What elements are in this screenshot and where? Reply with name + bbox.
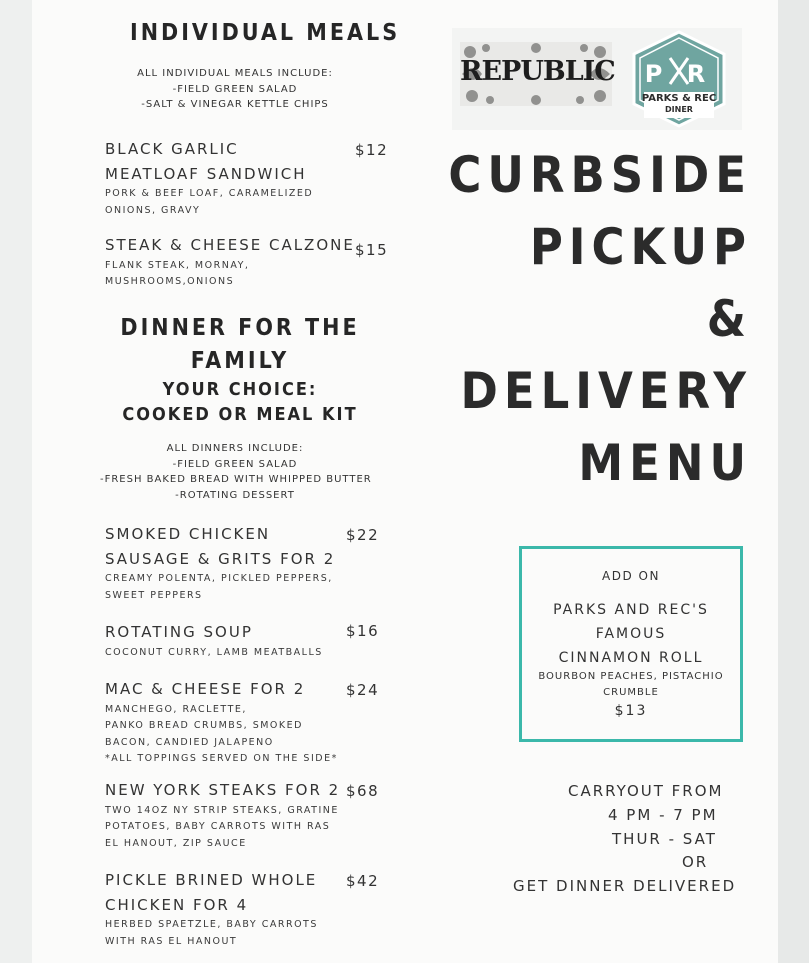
addon-description: [522, 669, 740, 701]
carryout-line: THUR - SAT: [612, 829, 717, 848]
addon-title-line: FAMOUS: [595, 626, 667, 642]
addon-desc-line: CRUMBLE: [603, 687, 659, 698]
page-margin: [778, 0, 809, 963]
item-description: MANCHEGO, RACLETTE,: [105, 703, 247, 715]
carryout-info: [490, 780, 737, 899]
headline-line: MENU: [578, 434, 752, 492]
item-description: HERBED SPAETZLE, BABY CARROTS: [105, 919, 318, 930]
pxr-sub: DINER: [665, 105, 693, 114]
item-description: FLANK STEAK, MORNAY,: [105, 259, 250, 271]
family-title-line: DINNER FOR THE: [120, 315, 360, 341]
item-name: CHICKEN FOR 4: [105, 895, 249, 914]
family-title-line: FAMILY: [190, 348, 290, 374]
include-line: -FRESH BAKED BREAD WITH WHIPPED BUTTER: [100, 474, 372, 485]
item-price: $15: [355, 241, 389, 259]
item-name: MAC & CHEESE FOR 2: [105, 680, 306, 698]
menu-item: [105, 868, 318, 950]
carryout-line: 4 PM - 7 PM: [608, 805, 718, 824]
addon-box: [519, 546, 743, 742]
menu-item: [105, 778, 340, 852]
item-name: NEW YORK STEAKS FOR 2: [105, 781, 341, 799]
include-line: ALL DINNERS INCLUDE:: [166, 443, 304, 454]
addon-title: [522, 598, 740, 670]
item-name: ROTATING SOUP: [105, 623, 253, 641]
pxr-name: PARKS & REC: [641, 93, 717, 104]
addon-price: $13: [614, 703, 648, 719]
item-description: WITH RAS EL HANOUT: [105, 935, 238, 947]
item-price: $12: [355, 141, 389, 159]
item-description: BACON, CANDIED JALAPENO: [105, 736, 274, 748]
item-name: SAUSAGE & GRITS FOR 2: [105, 549, 336, 568]
headline: [440, 146, 752, 492]
headline-line: PICKUP: [529, 218, 752, 276]
item-description: SWEET PEPPERS: [105, 589, 203, 601]
item-description: MUSHROOMS,ONIONS: [105, 276, 235, 287]
headline-line: CURBSIDE: [448, 146, 752, 204]
addon-title-line: PARKS AND REC'S: [553, 602, 709, 618]
family-title: [120, 312, 360, 378]
include-line: -FIELD GREEN SALAD: [172, 458, 298, 470]
carryout-line: OR: [682, 853, 709, 872]
include-line: -ROTATING DESSERT: [175, 489, 295, 501]
menu-item: [105, 677, 338, 768]
item-description: ONIONS, GRAVY: [105, 204, 201, 216]
addon-label: ADD ON: [602, 569, 660, 583]
item-description: *ALL TOPPINGS SERVED ON THE SIDE*: [105, 753, 338, 764]
item-price: $42: [346, 872, 380, 890]
item-description: PORK & BEEF LOAF, CARAMELIZED: [105, 188, 314, 199]
individual-includes: [130, 66, 340, 113]
item-description: TWO 14OZ NY STRIP STEAKS, GRATINE: [105, 804, 339, 816]
include-line: -SALT & VINEGAR KETTLE CHIPS: [141, 99, 329, 110]
choice-line: COOKED OR MEAL KIT: [122, 404, 358, 425]
menu-item: [105, 233, 355, 291]
republic-wordmark: REPUBLIC: [460, 56, 615, 87]
family-choice: [120, 377, 360, 427]
item-price: $24: [346, 681, 380, 699]
addon-desc-line: BOURBON PEACHES, PISTACHIO: [538, 671, 724, 682]
headline-line: &: [706, 290, 752, 348]
item-name: MEATLOAF SANDWICH: [105, 164, 307, 183]
item-name: PICKLE BRINED WHOLE: [105, 871, 318, 889]
item-description: COCONUT CURRY, LAMB MEATBALLS: [105, 646, 323, 658]
carryout-line: GET DINNER DELIVERED: [513, 877, 737, 896]
menu-item: [105, 137, 313, 219]
item-name: BLACK GARLIC: [105, 140, 239, 158]
menu-item: [105, 620, 323, 661]
individual-meals-title: INDIVIDUAL MEALS: [130, 20, 401, 46]
pxr-mark: P R: [644, 60, 714, 88]
item-description: CREAMY POLENTA, PICKLED PEPPERS,: [105, 573, 333, 584]
carryout-line: CARRYOUT FROM: [568, 782, 724, 800]
menu-item: [105, 522, 335, 604]
parks-rec-logo: [630, 30, 728, 130]
item-price: $16: [346, 622, 380, 640]
item-name: SMOKED CHICKEN: [105, 525, 271, 543]
family-includes: [100, 441, 370, 503]
include-line: -FIELD GREEN SALAD: [172, 83, 298, 95]
addon-title-line: CINNAMON ROLL: [558, 650, 704, 666]
item-price: $68: [346, 782, 380, 800]
item-description: POTATOES, BABY CARROTS WITH RAS: [105, 821, 331, 832]
item-name: STEAK & CHEESE CALZONE: [105, 236, 355, 254]
item-description: PANKO BREAD CRUMBS, SMOKED: [105, 720, 303, 731]
republic-logo: [460, 42, 615, 106]
item-price: $22: [346, 526, 380, 544]
item-description: EL HANOUT, ZIP SAUCE: [105, 837, 247, 849]
headline-line: DELIVERY: [460, 362, 752, 420]
include-line: ALL INDIVIDUAL MEALS INCLUDE:: [137, 68, 333, 79]
choice-line: YOUR CHOICE:: [162, 379, 318, 400]
